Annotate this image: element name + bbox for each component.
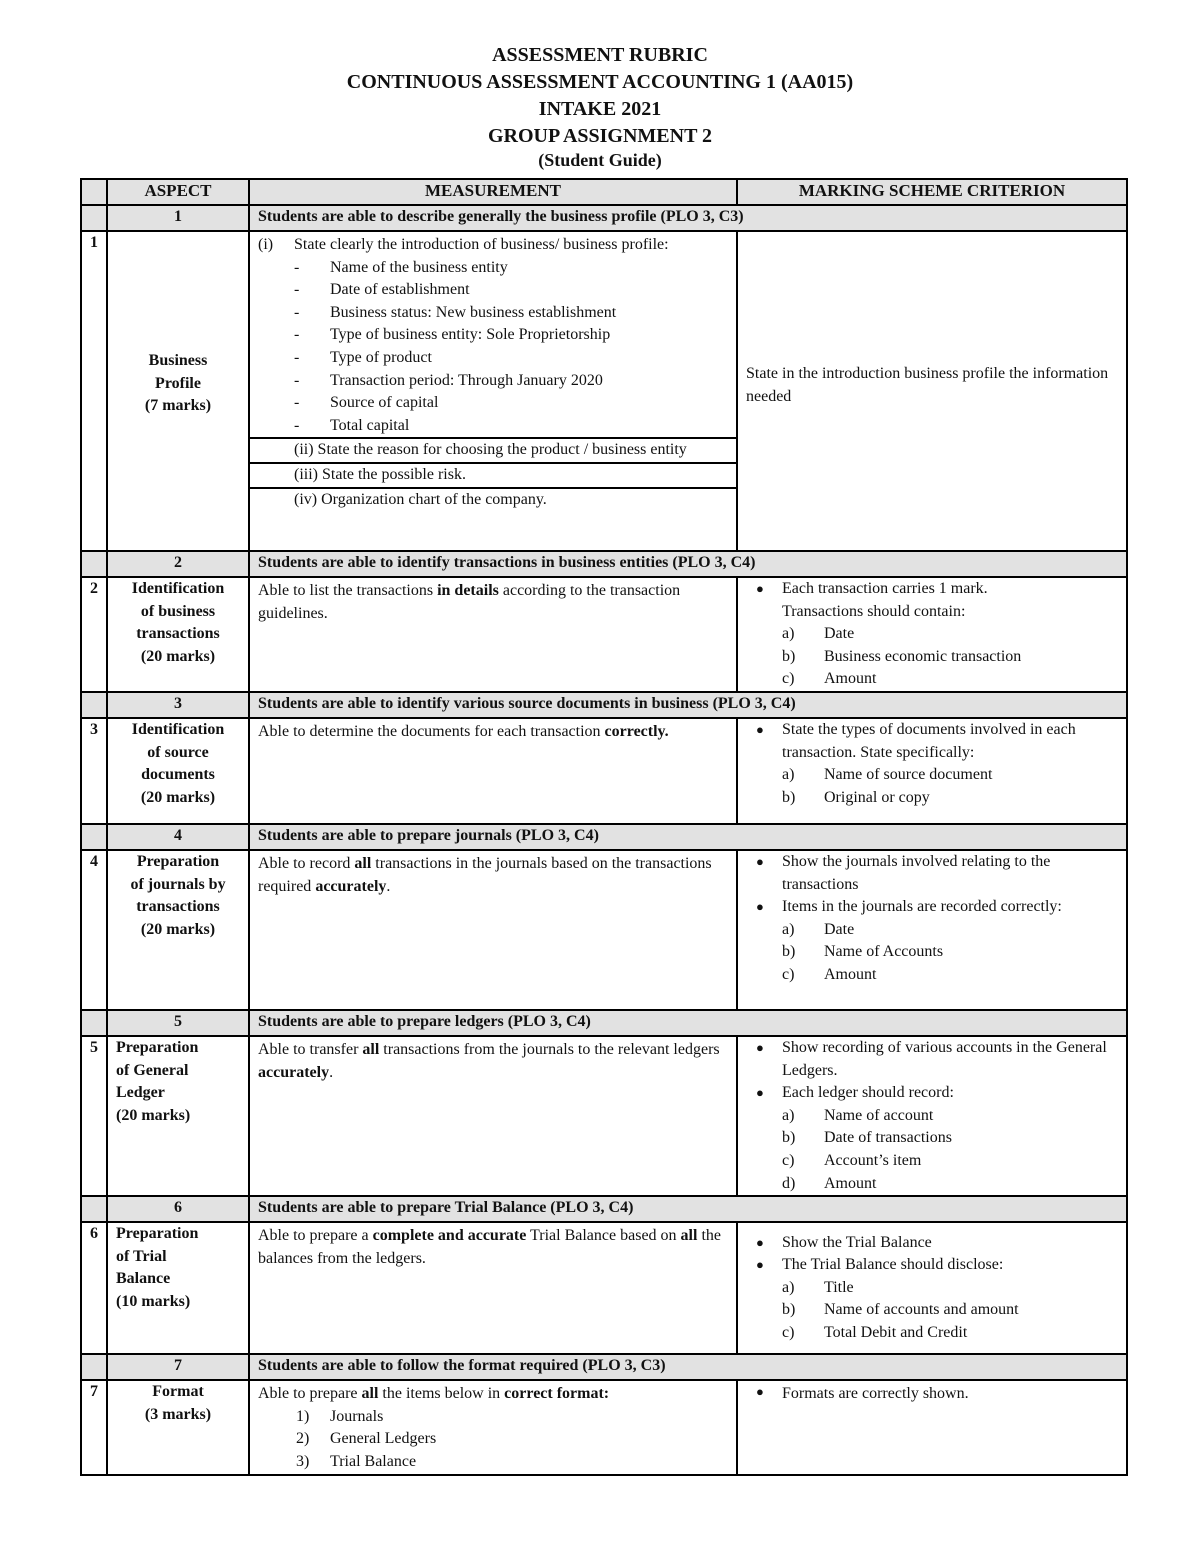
aspect-cell: Business Profile (7 marks) <box>107 231 249 551</box>
aspect-cell: Preparation of General Ledger (20 marks) <box>107 1036 249 1196</box>
row-number: 1 <box>81 231 107 551</box>
section-row <box>81 718 1127 824</box>
section-row <box>81 577 1127 692</box>
row-number: 4 <box>81 850 107 1010</box>
measurement-iii: (iii) State the possible risk. <box>250 462 736 487</box>
list-item: b) Name of Accounts <box>782 943 944 961</box>
criterion-cell <box>737 1222 1127 1354</box>
section-number: 5 <box>107 1010 249 1036</box>
criterion-cell: State in the introduction business profile the information needed <box>737 231 1127 551</box>
list-item: - Type of business entity: Sole Proprietorship <box>294 326 611 344</box>
measurement-cell: Able to transfer all transactions from the journals to the relevant ledgers accurately. <box>249 1036 737 1196</box>
bullet-item: ● Show the journals involved relating to the transactions <box>756 852 1051 893</box>
section-title: Students are able to identify various source documents in business (PLO 3, C4) <box>249 692 1127 718</box>
list-item: d) Amount <box>782 1174 877 1192</box>
list-item: b) Name of accounts and amount <box>782 1301 1019 1319</box>
list-item: b) Original or copy <box>782 788 930 806</box>
measurement-cell: Able to record all transactions in the journals based on the transactions required accurately. <box>249 850 737 1010</box>
aspect-cell: Preparation of Trial Balance (10 marks) <box>107 1222 249 1354</box>
section-band <box>81 692 1127 718</box>
list-item: c) Total Debit and Credit <box>782 1324 968 1342</box>
section-title: Students are able to prepare Trial Balance (PLO 3, C4) <box>249 1196 1127 1222</box>
list-item: - Transaction period: Through January 2020 <box>294 371 603 389</box>
list-item: a) Date <box>782 920 855 938</box>
measurement-iv: (iv) Organization chart of the company. <box>250 487 736 512</box>
section-number: 4 <box>107 824 249 850</box>
row-number: 5 <box>81 1036 107 1196</box>
document-header <box>0 42 1200 171</box>
section-title: Students are able to describe generally the business profile (PLO 3, C3) <box>249 205 1127 231</box>
section-title: Students are able to identify transactions in business entities (PLO 3, C4) <box>249 551 1127 577</box>
rubric-table <box>80 178 1128 1476</box>
list-item: a) Title <box>782 1278 854 1296</box>
list-item: - Total capital <box>294 416 410 434</box>
section-band <box>81 824 1127 850</box>
aspect-cell: Format (3 marks) <box>107 1380 249 1474</box>
section-row <box>81 231 1127 551</box>
row-number: 6 <box>81 1222 107 1354</box>
criterion-cell <box>737 1380 1127 1474</box>
title-line-2: CONTINUOUS ASSESSMENT ACCOUNTING 1 (AA015) <box>346 71 854 93</box>
criterion-cell <box>737 718 1127 824</box>
list-item: c) Amount <box>782 965 877 983</box>
section-band <box>81 551 1127 577</box>
criterion-cell <box>737 850 1127 1010</box>
list-item: 3) Trial Balance <box>296 1452 417 1470</box>
criterion-cell: ● Each transaction carries 1 mark. Transactions should contain: a) Date b) Business economic transaction c) Amount <box>737 577 1127 692</box>
list-item: c) Account’s item <box>782 1151 922 1169</box>
criterion-cell <box>737 1036 1127 1196</box>
section-row <box>81 1222 1127 1354</box>
section-row <box>81 1380 1127 1474</box>
bullet-item: ● Each transaction carries 1 mark. <box>756 580 988 597</box>
section-title: Students are able to follow the format required (PLO 3, C3) <box>249 1354 1127 1380</box>
list-item: (i) State clearly the introduction of business/ business profile: <box>258 236 669 253</box>
measurement-ii: (ii) State the reason for choosing the product / business entity <box>250 437 736 462</box>
row-number: 2 <box>81 577 107 692</box>
section-band <box>81 205 1127 231</box>
list-item: - Business status: New business establishment <box>294 303 617 321</box>
title-line-5: (Student Guide) <box>538 150 662 170</box>
list-item: c) Amount <box>782 670 877 688</box>
row-number: 7 <box>81 1380 107 1474</box>
list-item: - Name of the business entity <box>294 258 508 276</box>
section-band <box>81 1196 1127 1222</box>
list-item: 1) Journals <box>296 1407 384 1425</box>
aspect-cell: Preparation of journals by transactions (20 marks) <box>107 850 249 1010</box>
header-measurement: MEASUREMENT <box>249 179 737 205</box>
title-line-4: GROUP ASSIGNMENT 2 <box>487 125 713 147</box>
section-number: 7 <box>107 1354 249 1380</box>
header-blank <box>81 179 107 205</box>
measurement-cell: Able to list the transactions in details according to the transaction guidelines. <box>249 577 737 692</box>
section-number: 2 <box>107 551 249 577</box>
title-line-1: ASSESSMENT RUBRIC <box>492 44 708 66</box>
section-band <box>81 1354 1127 1380</box>
profile-items <box>258 257 728 438</box>
measurement-cell: Able to determine the documents for each transaction correctly. <box>249 718 737 824</box>
measurement-cell <box>249 231 737 551</box>
list-item: - Date of establishment <box>294 281 470 299</box>
list-item: b) Business economic transaction <box>782 647 1022 665</box>
section-title: Students are able to prepare ledgers (PLO 3, C4) <box>249 1010 1127 1036</box>
section-title: Students are able to prepare journals (PLO 3, C4) <box>249 824 1127 850</box>
column-header-row <box>81 179 1127 205</box>
bullet-item: ● Show recording of various accounts in the General Ledgers. <box>756 1038 1107 1079</box>
list-item: - Type of product <box>294 348 432 366</box>
header-criterion: MARKING SCHEME CRITERION <box>737 179 1127 205</box>
header-aspect: ASPECT <box>107 179 249 205</box>
row-number: 3 <box>81 718 107 824</box>
bullet-item: ● The Trial Balance should disclose: <box>756 1256 1004 1274</box>
measurement-cell: Able to prepare all the items below in correct format: 1) Journals 2) General Ledgers 3) Trial Balance <box>249 1380 737 1474</box>
measurement-cell: Able to prepare a complete and accurate Trial Balance based on all the balances from the ledgers. <box>249 1222 737 1354</box>
bullet-item: ● State the types of documents involved in each transaction. State specifically: <box>756 720 1076 761</box>
section-number: 1 <box>107 205 249 231</box>
list-item: b) Date of transactions <box>782 1129 952 1147</box>
list-item: 2) General Ledgers <box>296 1430 437 1448</box>
list-item: a) Name of source document <box>782 766 993 784</box>
section-number: 6 <box>107 1196 249 1222</box>
aspect-cell: Identification of business transactions (20 marks) <box>107 577 249 692</box>
section-row <box>81 1036 1127 1196</box>
bullet-item: ● Formats are correctly shown. <box>756 1384 969 1403</box>
list-item: - Source of capital <box>294 394 439 412</box>
bullet-item: ● Items in the journals are recorded correctly: <box>756 898 1062 916</box>
list-item: a) Date <box>782 625 855 643</box>
aspect-cell: Identification of source documents (20 marks) <box>107 718 249 824</box>
title-line-3: INTAKE 2021 <box>538 98 662 120</box>
list-item: a) Name of account <box>782 1106 934 1124</box>
bullet-item: ● Each ledger should record: <box>756 1084 954 1102</box>
section-number: 3 <box>107 692 249 718</box>
section-band <box>81 1010 1127 1036</box>
bullet-item: ● Show the Trial Balance <box>756 1233 932 1251</box>
section-row <box>81 850 1127 1010</box>
